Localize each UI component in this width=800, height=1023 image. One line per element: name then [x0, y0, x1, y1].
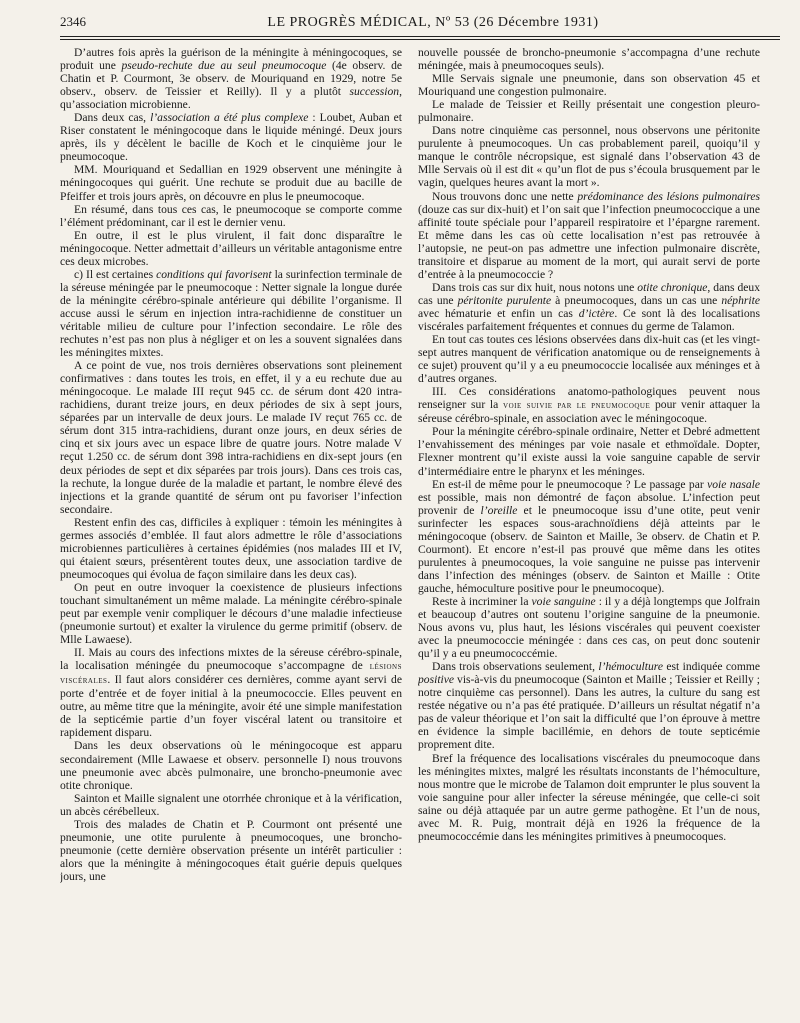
italic-run: l’association a été plus complexe	[150, 111, 309, 125]
left-column	[60, 46, 402, 1014]
text-run: D’autres fois après la guérison de la méningite à méningocoques, se produit une	[60, 46, 402, 73]
paragraph	[418, 124, 760, 189]
text-run: : il y a déjà longtemps que Jolfrain et beaucoup d’autres ont soutenu l’origine sanguine de la pneumonie. Nous avons vu, plus haut, les lésions viscérales qui peuvent coexister avec la pneumococcie méningée : dans ces cas, on peut donc soutenir qu’il y a eu pneumococcémie.	[418, 594, 760, 661]
text-run: est possible, mais non démontré de façon absolue. L’infection peut provenir de	[418, 490, 760, 517]
journal-title: LE PROGRÈS MÉDICAL, Nº 53 (26 Décembre 1931)	[267, 15, 599, 30]
text-run: Bref la fréquence des localisations viscérales du pneumocoque dans les méningites mixtes, malgré les résultats inconstants de l’hémoculture, nous montre que le microbe de Talamon doit emprunter le plus souvent la voie sanguine pour aller infecter la séreuse méningée, que celle-ci soit saine ou déjà attaquée par un autre germe pathogène. Et l’un de nous, avec M. R. Puig, montrait déjà en 1926 la fréquence de la pneumococcémie dans les méningites primitives à pneumocoques.	[418, 751, 760, 843]
text-run: , qu’association microbienne.	[60, 85, 402, 112]
text-run: Pour la méningite cérébro-spinale ordinaire, Netter et Debré admettent l’envahissement des méninges par voie nasale et ethmoïdale. Dopter, Flexner montrent qu’il existe aussi la voie sanguine capable de servir d’intermédiaire entre le pharynx et les méninges.	[418, 425, 760, 478]
paragraph	[418, 98, 760, 124]
paragraph	[60, 739, 402, 791]
italic-run: succession	[349, 85, 400, 99]
header-rule-top	[60, 36, 780, 37]
paragraph	[60, 581, 402, 646]
paragraph	[418, 72, 760, 98]
text-run: : Loubet, Auban et Riser constatent le méningocoque dans le liquide méningé. Deux jours après, ils y décèlent le bacille de Koch et le cinquième jour le pneumocoque.	[60, 111, 402, 164]
text-run: . Ce sont là des localisations viscérales parfaitement fréquentes et connues du germe de Talamon.	[418, 306, 760, 333]
text-run: Trois des malades de Chatin et P. Courmont ont présenté une pneumonie, une otite purulente à pneumocoques, une broncho-pneumonie (cette dernière observation présente un intérêt particulier : alors que la méningite à méningocoques était guérie depuis quelques jours, une	[60, 817, 402, 883]
text-run: En outre, il est le plus virulent, il fait donc disparaître le méningocoque. Netter admettait d’ailleurs un véritable antagonisme entre ces deux microbes.	[60, 228, 402, 268]
text-run: vis-à-vis du pneumocoque (Sainton et Maille ; Teissier et Reilly ; notre cinquième cas personnel). Dans les autres, la culture du sang est restée négative ou n’a pas été pratiquée. D’ailleurs un résultat négatif n’a pas de valeur théorique et l’on sait la difficulté que l’on éprouve à mettre en évidence la simple bacillémie, en dehors de toute septicémie proprement dite.	[418, 673, 760, 752]
text-run: Nous trouvons donc une nette	[432, 189, 578, 203]
text-run: On peut en outre invoquer la coexistence de plusieurs infections touchant simultanément un même malade. La méningite cérébro-spinale peut par exemple venir compliquer le décours d’une maladie infectieuse (pneumonie surtout) et exalter la virulence du germe primitif (observ. de Mlle Lawaese).	[60, 580, 402, 647]
paragraph	[418, 46, 760, 72]
paragraph	[418, 281, 760, 333]
text-run: Sainton et Maille signalent une otorrhée chronique et à la vérification, un abcès cérébelleux.	[60, 791, 402, 818]
paragraph	[60, 268, 402, 359]
paragraph	[60, 163, 402, 202]
text-run: Dans notre cinquième cas personnel, nous observons une péritonite purulente à pneumocoques. Un cas probablement pareil, quoiqu’il y manque le contrôle nécropsique, est signalé dans l’observation 43 de Mlle Servais où il est dit « qu’un flot de pus s’écoula brusquement par le vagin, quelques heures avant la mort ».	[418, 124, 760, 190]
text-run: nouvelle poussée de broncho-pneumonie s’accompagna d’une rechute méningée, mais à pneumocoques seuls).	[418, 46, 760, 73]
text-run: Le malade de Teissier et Reilly présentait une congestion pleuro-pulmonaire.	[418, 98, 760, 125]
italic-run: l’oreille	[480, 503, 518, 517]
italic-run: positive	[418, 673, 455, 687]
text-run: Dans trois observations seulement,	[432, 660, 599, 674]
paragraph	[60, 818, 402, 883]
text-run: En tout cas toutes ces lésions observées dans dix-huit cas (et les vingt-sept autres manquent de vérification anatomique ou de renseignements à ce sujet) prouvent qu’il y a eu pneumococcie localisée aux méninges et à d’autres organes.	[418, 333, 760, 386]
small-caps-run: lésions viscérales	[60, 661, 402, 687]
text-run: III. Ces considérations anatomo-pathologiques peuvent nous renseigner sur la	[418, 385, 760, 412]
paragraph	[418, 752, 760, 843]
italic-run: otite chronique	[637, 280, 708, 294]
paragraph	[60, 111, 402, 163]
paragraph	[418, 333, 760, 385]
paragraph	[60, 203, 402, 229]
text-run: MM. Mouriquand et Sedallian en 1929 observent une méningite à méningocoques qui guérit. Une rechute se produit due au bacille de Pfeiffer et trois jours après, on découvre en plus le pneumocoque.	[60, 163, 402, 203]
text-run: Dans les deux observations où le méningocoque est apparu secondairement (Mlle Lawaese et observ. personnelle I) nous trouvons une pneumonie avec abcès pulmonaire, une broncho-pneumonie avec otite chronique.	[60, 739, 402, 792]
italic-run: néphrite	[721, 293, 760, 307]
page-number: 2346	[60, 14, 86, 29]
paragraph	[60, 646, 402, 739]
text-run: à pneumocoques, dans un cas une	[551, 293, 722, 307]
paragraph	[418, 190, 760, 281]
text-run: Restent enfin des cas, difficiles à expliquer : témoin les méningites à germes associés d’emblée. Il faut alors admettre le rôle d’associations microbiennes particulières à certaines épidémies (nos malades III et IV, qui étaient sœurs, présentèrent toutes deux, une association tardive de pneumocoques qui évolua de façon similaire dans les deux cas).	[60, 515, 402, 581]
paragraph	[60, 46, 402, 111]
text-run: avec hématurie et enfin un cas	[418, 306, 579, 320]
text-run: , dans deux cas une	[418, 280, 760, 307]
italic-run: prédominance des lésions pulmonaires	[577, 189, 760, 203]
text-run: Mlle Servais signale une pneumonie, dans son observation 45 et Mouriquand une congestion pulmonaire.	[418, 72, 760, 99]
paragraph	[418, 425, 760, 477]
text-run: pour venir attaquer la séreuse cérébro-spinale, en association avec le méningocoque.	[418, 398, 760, 426]
paragraph	[60, 516, 402, 581]
text-run: En résumé, dans tous ces cas, le pneumocoque se comporte comme l’élément prédominant, car il est le dernier venu.	[60, 202, 402, 229]
header-rule-bottom	[60, 39, 780, 40]
paragraph	[418, 660, 760, 751]
italic-run: pseudo-rechute due au seul pneumocoque	[121, 59, 327, 73]
italic-run: conditions qui favorisent	[156, 267, 272, 281]
text-run: II. Mais au cours des infections mixtes de la séreuse cérébro-spinale, la localisation méningée du pneumocoque s’accompagne de	[60, 646, 402, 673]
right-column	[418, 46, 760, 1014]
text-run: A ce point de vue, nos trois dernières observations sont pleinement confirmatives : dans toutes les trois, en effet, il y a eu rechute due au méningocoque. Le malade III reçut 945 cc. de sérum dont 420 intra-rachidiens, durant treize jours, en deux périodes de six à sept jours, séparées par un intervalle de deux jours. Le malade IV reçut 765 cc. de sérum dont 315 intra-rachidiens, durant onze jours, en deux séries de cinq et six jours avec un espace libre de quatre jours. Notre malade V reçut 1.250 cc. de sérum dont 398 intra-rachidiens en dix-sept jours (en deux périodes de sept et dix séparées par trois jours). Dans ces trois cas, la rechute, la longue durée de la maladie et partant, le nombre élevé des injections et la grande quantité de sérum ont pu favoriser l’infection secondaire.	[60, 359, 402, 516]
italic-run: voie nasale	[707, 477, 760, 491]
italic-run: péritonite purulente	[457, 293, 552, 307]
paragraph	[418, 595, 760, 660]
paragraph	[60, 229, 402, 268]
text-run: c) Il est certaines	[74, 267, 157, 281]
italic-run: d’ictère	[578, 306, 615, 320]
text-run: Reste à incriminer la	[432, 594, 532, 608]
italic-run: l’hémoculture	[598, 660, 663, 674]
small-caps-run: voie suivie par le pneumocoque	[503, 400, 651, 412]
paragraph	[60, 792, 402, 818]
text-run: . Il faut alors considérer ces dernières, comme ayant servi de porte d’entrée et de foyer initial à la pneumococcie. Elles peuvent en outre, au même titre que la méningite, avoir été une simple manifestation de la septicémie partie d’un foyer viscéral latent ou transitoire et rapidement disparu.	[60, 673, 402, 740]
paragraph	[60, 359, 402, 516]
running-header	[60, 14, 780, 36]
italic-run: voie sanguine	[531, 594, 596, 608]
text-run: En est-il de même pour le pneumocoque ? Le passage par	[432, 477, 708, 491]
text-run: Dans deux cas,	[74, 111, 151, 125]
text-run: et le pneumocoque issu d’une otite, peut venir surinfecter les espaces sous-arachnoïdiens déjà atteints par le méningocoque (observ. de Sainton et Maille, 3e observ. de Chatin et P. Courmont). Et encore n’est-il pas prouvé que même dans les otites purulentes à pneumocoques, la voie sanguine ne puisse pas intervenir dans l’infection des méninges (observ. de Sainton et Maille : Otite gauche, hémoculture positive pour le pneumocoque).	[418, 503, 760, 595]
paragraph	[418, 385, 760, 425]
text-run: (4e observ. de Chatin et P. Courmont, 3e observ. de Mouriquand en 1929, notre 5e observ., observ. de Teissier et Reilly). Il y a plutôt	[60, 59, 402, 99]
text-run: la surinfection terminale de la séreuse méningée par le pneumocoque : Netter signale la longue durée de la méningite cérébro-spinale antérieure qui débilite l’organisme. Il accuse aussi le sérum en injection intra-rachidienne de constituer un véritable milieu de culture pour l’infection secondaire. Le rôle des rechutes n’est pas non plus à négliger et on les a souvent signalées dans les méningites mixtes.	[60, 267, 402, 360]
text-run: est indiquée comme	[663, 660, 760, 674]
paragraph	[418, 478, 760, 595]
text-run: (douze cas sur dix-huit) et l’on sait que l’infection pneumococcique a une affinité toute spéciale pour l’appareil respiratoire et l’épargne rarement. Et même dans les cas où cette localisation n’est pas retrouvée à l’autopsie, ne peut-on pas admettre une infection pulmonaire discrète, transitoire et disparue au moment de la mort, qui aurait servi de porte d’entrée à la pneumococcie ?	[418, 202, 760, 281]
text-run: Dans trois cas sur dix huit, nous notons une	[432, 280, 638, 294]
